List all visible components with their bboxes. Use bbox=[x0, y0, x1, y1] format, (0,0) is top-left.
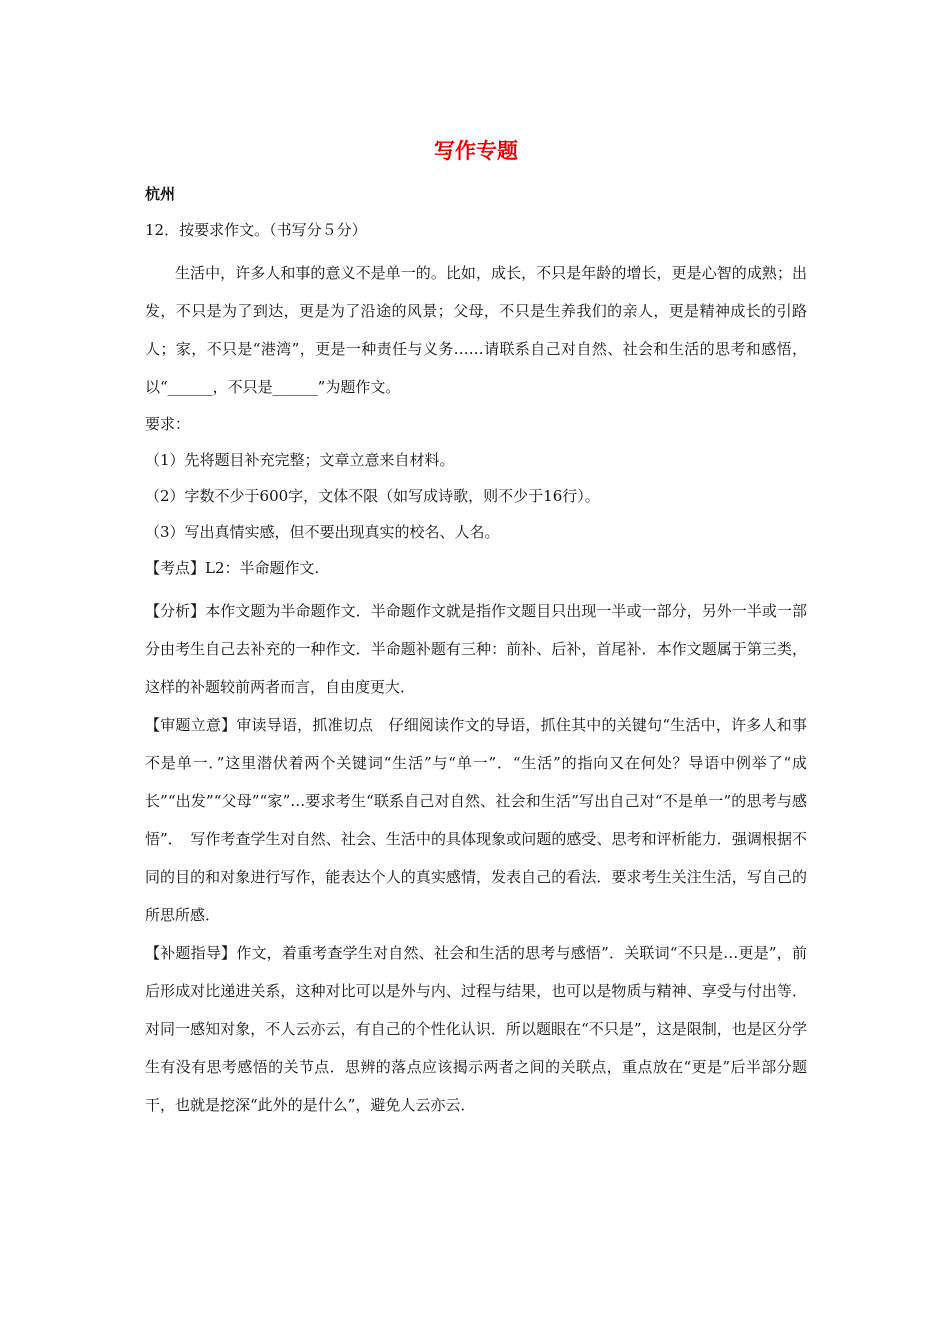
buti-text: 作文，着重考查学生对自然、社会和生活的思考与感悟”．关联词“不只是…更是”，前后形成对比递进关系，这种对比可以是外与内、过程与结果，也可以是物质与精神、享受与付出等．对同一感知对象，不人云亦云，有自己的个性化认识．所以题眼在“不只是”，这是限制，也是区分学生有没有思考感悟的关节点．思辨的落点应该揭示两者之间的关联点，重点放在“更是”后半部分题干，也就是挖深“此外的是什么”，避免人云亦云． bbox=[145, 944, 807, 1114]
question-heading: 12．按要求作文。（书写分５分） bbox=[145, 221, 367, 239]
question-prompt: 生活中，许多人和事的意义不是单一的。比如，成长，不只是年龄的增长，更是心智的成熟；出发，不只是为了到达，更是为了沿途的风景；父母，不只是生养我们的亲人，更是精神成长的引路人；家，不只是“港湾”，更是一种责任与义务……请联系自己对自然、社会和生活的思考和感悟，以“______，不只是______”为题作文。 bbox=[145, 264, 807, 396]
requirement-item: （3）写出真情实感，但不要出现真实的校名、人名。 bbox=[145, 523, 500, 541]
requirements-label: 要求： bbox=[145, 415, 191, 433]
kaodian-line bbox=[145, 556, 807, 580]
shenti-text: 审读导语，抓准切点 仔细阅读作文的导语，抓住其中的关键句“生活中，许多人和事不是单一．”这里潜伏着两个关键词“生活”与“单一”．“生活”的指向又在何处？导语中例举了“成长”“出发”“父母”“家”…要求考生“联系自己对自然、社会和生活”写出自己对“不是单一”的思考与感悟”． 写作考查学生对自然、社会、生活中的具体现象或问题的感受、思考和评析能力．强调根据不同的目的和对象进行写作，能表达个人的真实感情，发表自己的看法．要求考生关注生活，写自己的所思所感． bbox=[145, 716, 807, 924]
region-heading: 杭州 bbox=[145, 185, 176, 203]
buti-paragraph bbox=[145, 934, 807, 1124]
page-title: 写作专题 bbox=[434, 139, 518, 163]
shenti-tag: 【审题立意】 bbox=[145, 716, 237, 734]
fenxi-text: 本作文题为半命题作文．半命题作文就是指作文题目只出现一半或一部分，另外一半或一部分由考生自己去补充的一种作文．半命题补题有三种：前补、后补，首尾补．本作文题属于第三类，这样的补题较前两者而言，自由度更大． bbox=[145, 602, 807, 696]
document-page bbox=[145, 136, 807, 1124]
kaodian-text: L2：半命题作文. bbox=[205, 559, 320, 577]
requirements-list bbox=[145, 448, 807, 544]
shenti-paragraph bbox=[145, 706, 807, 934]
requirement-item: （2）字数不少于600字，文体不限（如写成诗歌，则不少于16行）。 bbox=[145, 487, 600, 505]
requirement-item: （1）先将题目补充完整；文章立意来自材料。 bbox=[145, 451, 455, 469]
kaodian-tag: 【考点】 bbox=[145, 559, 206, 577]
buti-tag: 【补题指导】 bbox=[145, 944, 237, 962]
fenxi-paragraph bbox=[145, 592, 807, 706]
fenxi-tag: 【分析】 bbox=[145, 602, 206, 620]
